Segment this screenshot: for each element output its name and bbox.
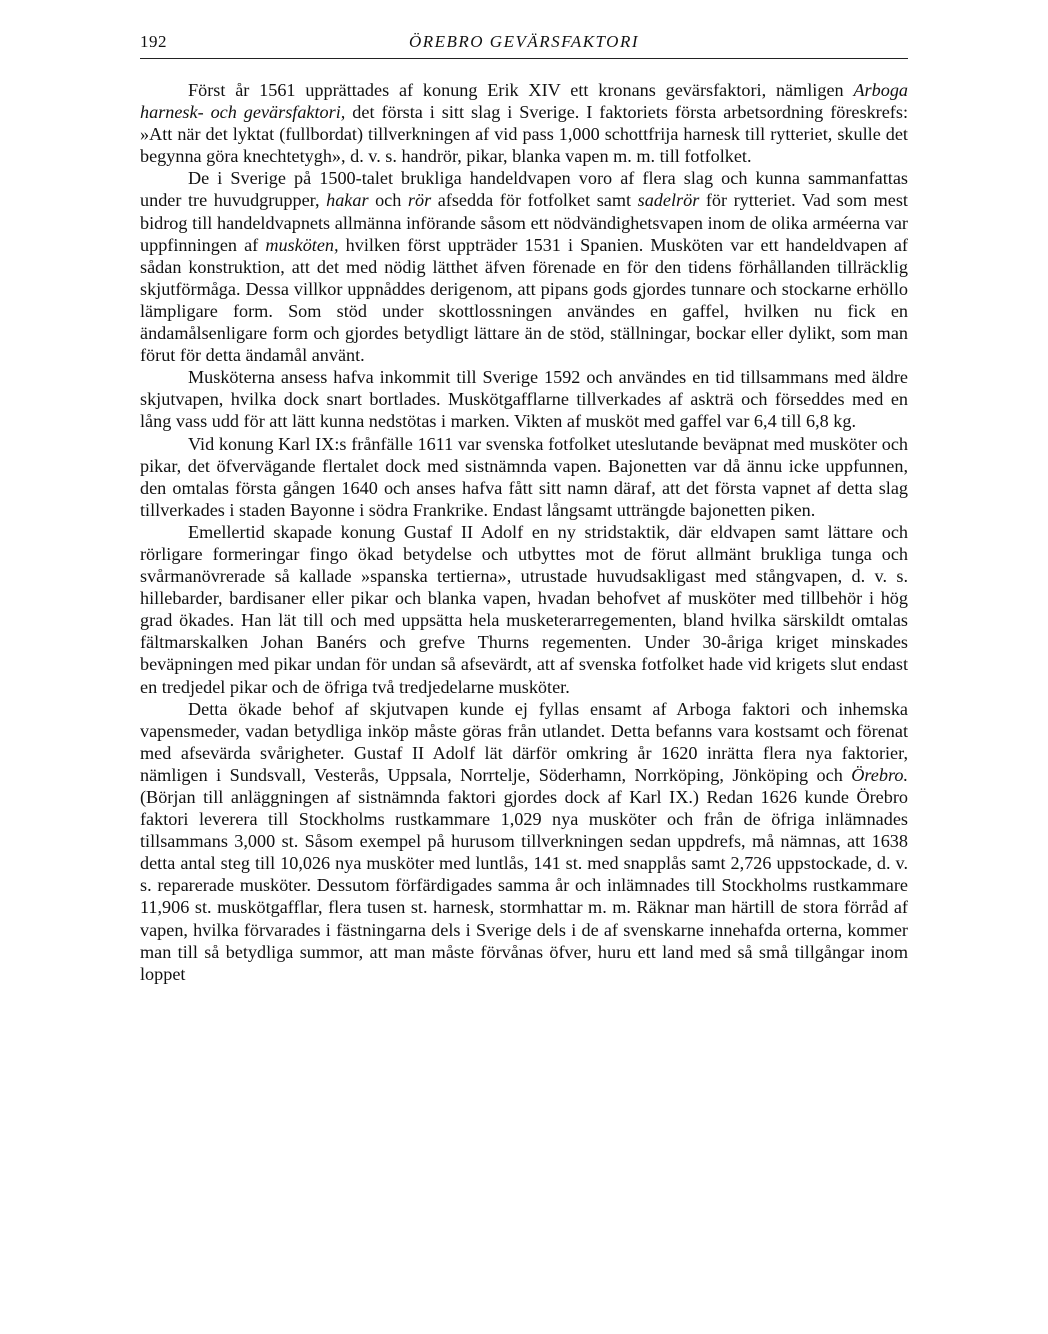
text-run: det första i sitt slag i Sverige. I faktoriets första arbetsordning föreskrefs: »Att när det lyktat (fullbordat) tillverkningen af vid pass 1,000 schottfrija harnesk till rytteriet, skulle det begynna göra knechtetygh», d. v. s. handrör, pikar, blanka vapen m. m. till fotfolket. bbox=[140, 102, 908, 167]
paragraph bbox=[140, 366, 908, 432]
italic-text: sadelrör bbox=[637, 190, 700, 211]
paragraph bbox=[140, 167, 908, 366]
italic-text: hakar bbox=[326, 190, 369, 211]
italic-text: Örebro. bbox=[851, 764, 908, 785]
text-run: och bbox=[368, 190, 408, 211]
paragraph bbox=[140, 698, 908, 985]
text-run: hvilken först uppträder 1531 i Spanien. Musköten var ett handeldvapen af sådan konstruktion, att det med nödig lätthet äfven förenade en för den tidens förhållanden tillräcklig skjutförmåga. Dessa villkor uppnåddes derigenom, att pipans gods gjordes tunnare och stockarne erhöllo lämpligare form. Som stöd under skottlossningen användes en gaffel, hvilken nu fick en ändamålsenligare form och gjordes betydligt lättare än de stöd, ställningar, bockar eller dylikt, som man förut för detta ändamål använt. bbox=[140, 234, 908, 366]
header-rule bbox=[140, 58, 908, 59]
text-run: för rytteriet. Vad som mest bidrog till handeldvapnets allmänna införande såsom ett nödvändighetsvapen inom de olika arméerna var uppfinningen af bbox=[140, 190, 908, 255]
paragraph bbox=[140, 79, 908, 167]
text-run: Först år 1561 upprättades af konung Erik XIV ett kronans gevärsfaktori, nämligen bbox=[188, 80, 854, 100]
italic-text: rör bbox=[407, 190, 432, 211]
text-run: Vid konung Karl IX:s frånfälle 1611 var svenska fotfolket uteslutande beväpnat med musköter och pikar, det öfvervägande flertalet dock med sistnämnda vapen. Bajonetten var då ännu icke uppfunnen, den omtalas första gången 1640 och anses hafva fått sitt namn däraf, att det första vapnet af detta slag tillverkades i staden Bayonne i södra Frankrike. Endast långsamt utträngde bajonetten piken. bbox=[140, 433, 908, 520]
text-run: (Början till anläggningen af sistnämnda faktori gjordes dock af Karl IX.) Redan 1626 kunde Örebro faktori leverera till Stockholms rustkammare 1,029 nya musköter och från de öfriga inlämnades tillsammans 3,000 st. Såsom exempel på hurusom tillverkningen sedan uppdrefs, må nämnas, att 1638 detta antal steg till 10,026 nya musköter med luntlås, 141 st. med snapplås samt 2,726 uppstockade, d. v. s. reparerade musköter. Dessutom förfärdigades samma år och inlämnades till Stockholms rustkammare 11,906 st. muskötgafflar, flera tusen st. harnesk, stormhattar m. m. Räknar man härtill de stora förråd af vapen, hvilka förvarades i fästningarna dels i Sverige dels i de af svenskarne innehafda orterna, kommer man till så betydliga summor, att man måste förvånas öfver, huru ett land med så små tillgångar inom loppet bbox=[140, 787, 908, 984]
body-text bbox=[140, 79, 908, 985]
page-number: 192 bbox=[140, 32, 167, 51]
page-header bbox=[140, 30, 908, 56]
running-head: ÖREBRO GEVÄRSFAKTORI bbox=[408, 32, 640, 51]
page bbox=[140, 30, 908, 985]
text-run: Detta ökade behof af skjutvapen kunde ej fyllas ensamt af Arboga faktori och inhemska vapensmeder, vadan betydliga inköp måste göras från utlandet. Detta befanns vara kostsamt och förenat med afsevärda svårigheter. Gustaf II Adolf lät därför omkring år 1620 inrätta flera nya faktorier, nämligen i Sundsvall, Vesterås, Uppsala, Norrtelje, Söderhamn, Norrköping, Jönköping och bbox=[140, 698, 908, 785]
paragraph bbox=[140, 521, 908, 698]
italic-text: musköten, bbox=[265, 234, 339, 255]
text-run: Emellertid skapade konung Gustaf II Adolf en ny stridstaktik, där eldvapen samt lättare och rörligare formeringar fingo ökad betydelse och utbyttes mot de förut allmänt brukliga tunga och svårmanövrerade så kallade »spanska tertierna», utrustade huvudsakligast med stångvapen, d. v. s. hillebarder, bardisaner eller pikar och blanka vapen, hvadan behofvet af musköter med tillbehör i hög grad ökades. Han lät till och med uppsätta hela musketerarregementen, bland hvilka särskildt omtalas fältmarskalken Johan Banérs och grefve Thurns regementen. Under 30-åriga kriget minskades beväpningen med pikar undan för undan så afsevärdt, att af svenska fotfolket hade vid krigets slut endast en tredjedel pikar och de öfriga två tredjedelarne musköter. bbox=[140, 521, 908, 697]
paragraph bbox=[140, 433, 908, 521]
text-run: afsedda för fotfolket samt bbox=[431, 190, 638, 211]
text-run: De i Sverige på 1500-talet brukliga handeldvapen voro af flera slag och kunna sammanfattas under tre huvudgrupper, bbox=[140, 168, 908, 211]
italic-text: Arboga harnesk- och gevärsfaktori, bbox=[140, 80, 908, 123]
text-run: Musköterna ansess hafva inkommit till Sverige 1592 och användes en tid tillsammans med äldre skjutvapen, hvilka dock snart bortlades. Muskötgafflarne tillverkades af askträ och förseddes med en lång vass udd för att lätt kunna nedstötas i marken. Vikten af musköt med gaffel var 6,4 till 6,8 kg. bbox=[140, 367, 908, 432]
